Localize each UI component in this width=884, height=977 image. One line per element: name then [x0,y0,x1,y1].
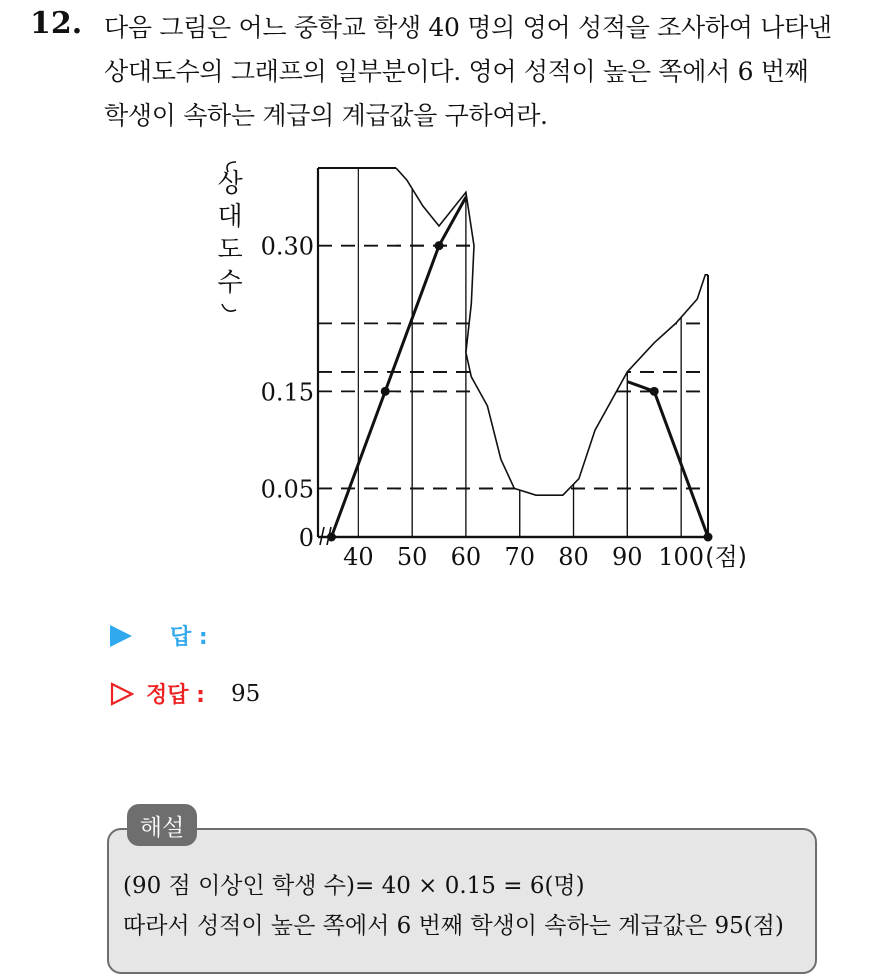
data-point-2 [381,387,390,396]
x-tick-label: 50 [396,543,428,571]
question-line-1: 다음 그림은 어느 중학교 학생 40 명의 영어 성적을 조사하여 나타낸 [104,13,832,42]
question-text [104,6,874,138]
explanation-tag: 해설 [127,804,197,846]
series-line-1 [331,197,466,537]
answer-prompt-row [110,620,208,651]
data-point-4 [650,387,659,396]
explanation-text [123,866,784,946]
relative-frequency-chart [210,160,750,580]
y-tick-label: 0.15 [260,378,314,407]
x-tick-label: 60 [450,543,482,571]
correct-answer-label: 정답 : [146,683,205,708]
correct-answer-value: 95 [230,680,261,707]
filled-triangle-icon [110,625,132,647]
x-tick-label: 100 [658,543,705,571]
y-tick-label: 0.30 [260,232,314,261]
y-axis-label-char: 상 [217,169,243,199]
x-tick-label: 40 [343,543,374,571]
y-tick-label: 0.05 [260,475,314,504]
x-tick-label: 80 [558,543,589,571]
x-tick-label: 70 [504,543,535,571]
explanation-line-2: 따라서 성적이 높은 쪽에서 6 번째 학생이 속하는 계급값은 95(점) [123,913,784,939]
correct-answer-row [110,678,260,709]
x-tick-label: 90 [612,543,643,571]
explanation-box [107,828,817,974]
y-axis-label-char: 대 [217,202,243,232]
question-line-3: 학생이 속하는 계급의 계급값을 구하여라. [104,101,548,130]
explanation-line-1: (90 점 이상인 학생 수)= 40 × 0.15 = 6(명) [123,873,585,899]
series-line-2 [627,382,708,537]
data-point-3 [435,241,444,250]
y-axis-label-char: 도 [217,235,243,265]
data-point-5 [704,533,713,542]
y-axis-label-char: 수 [217,268,243,298]
torn-mask [396,160,708,537]
question-number: 12. [30,6,83,41]
y-label-close-paren [222,304,236,311]
y-tick-label: 0 [298,524,314,552]
x-axis-label: (점) [705,543,748,571]
outline-triangle-icon [110,682,134,706]
question-line-2: 상대도수의 그래프의 일부분이다. 영어 성적이 높은 쪽에서 6 번째 [104,57,809,86]
answer-prompt-label: 답 : [170,625,208,650]
